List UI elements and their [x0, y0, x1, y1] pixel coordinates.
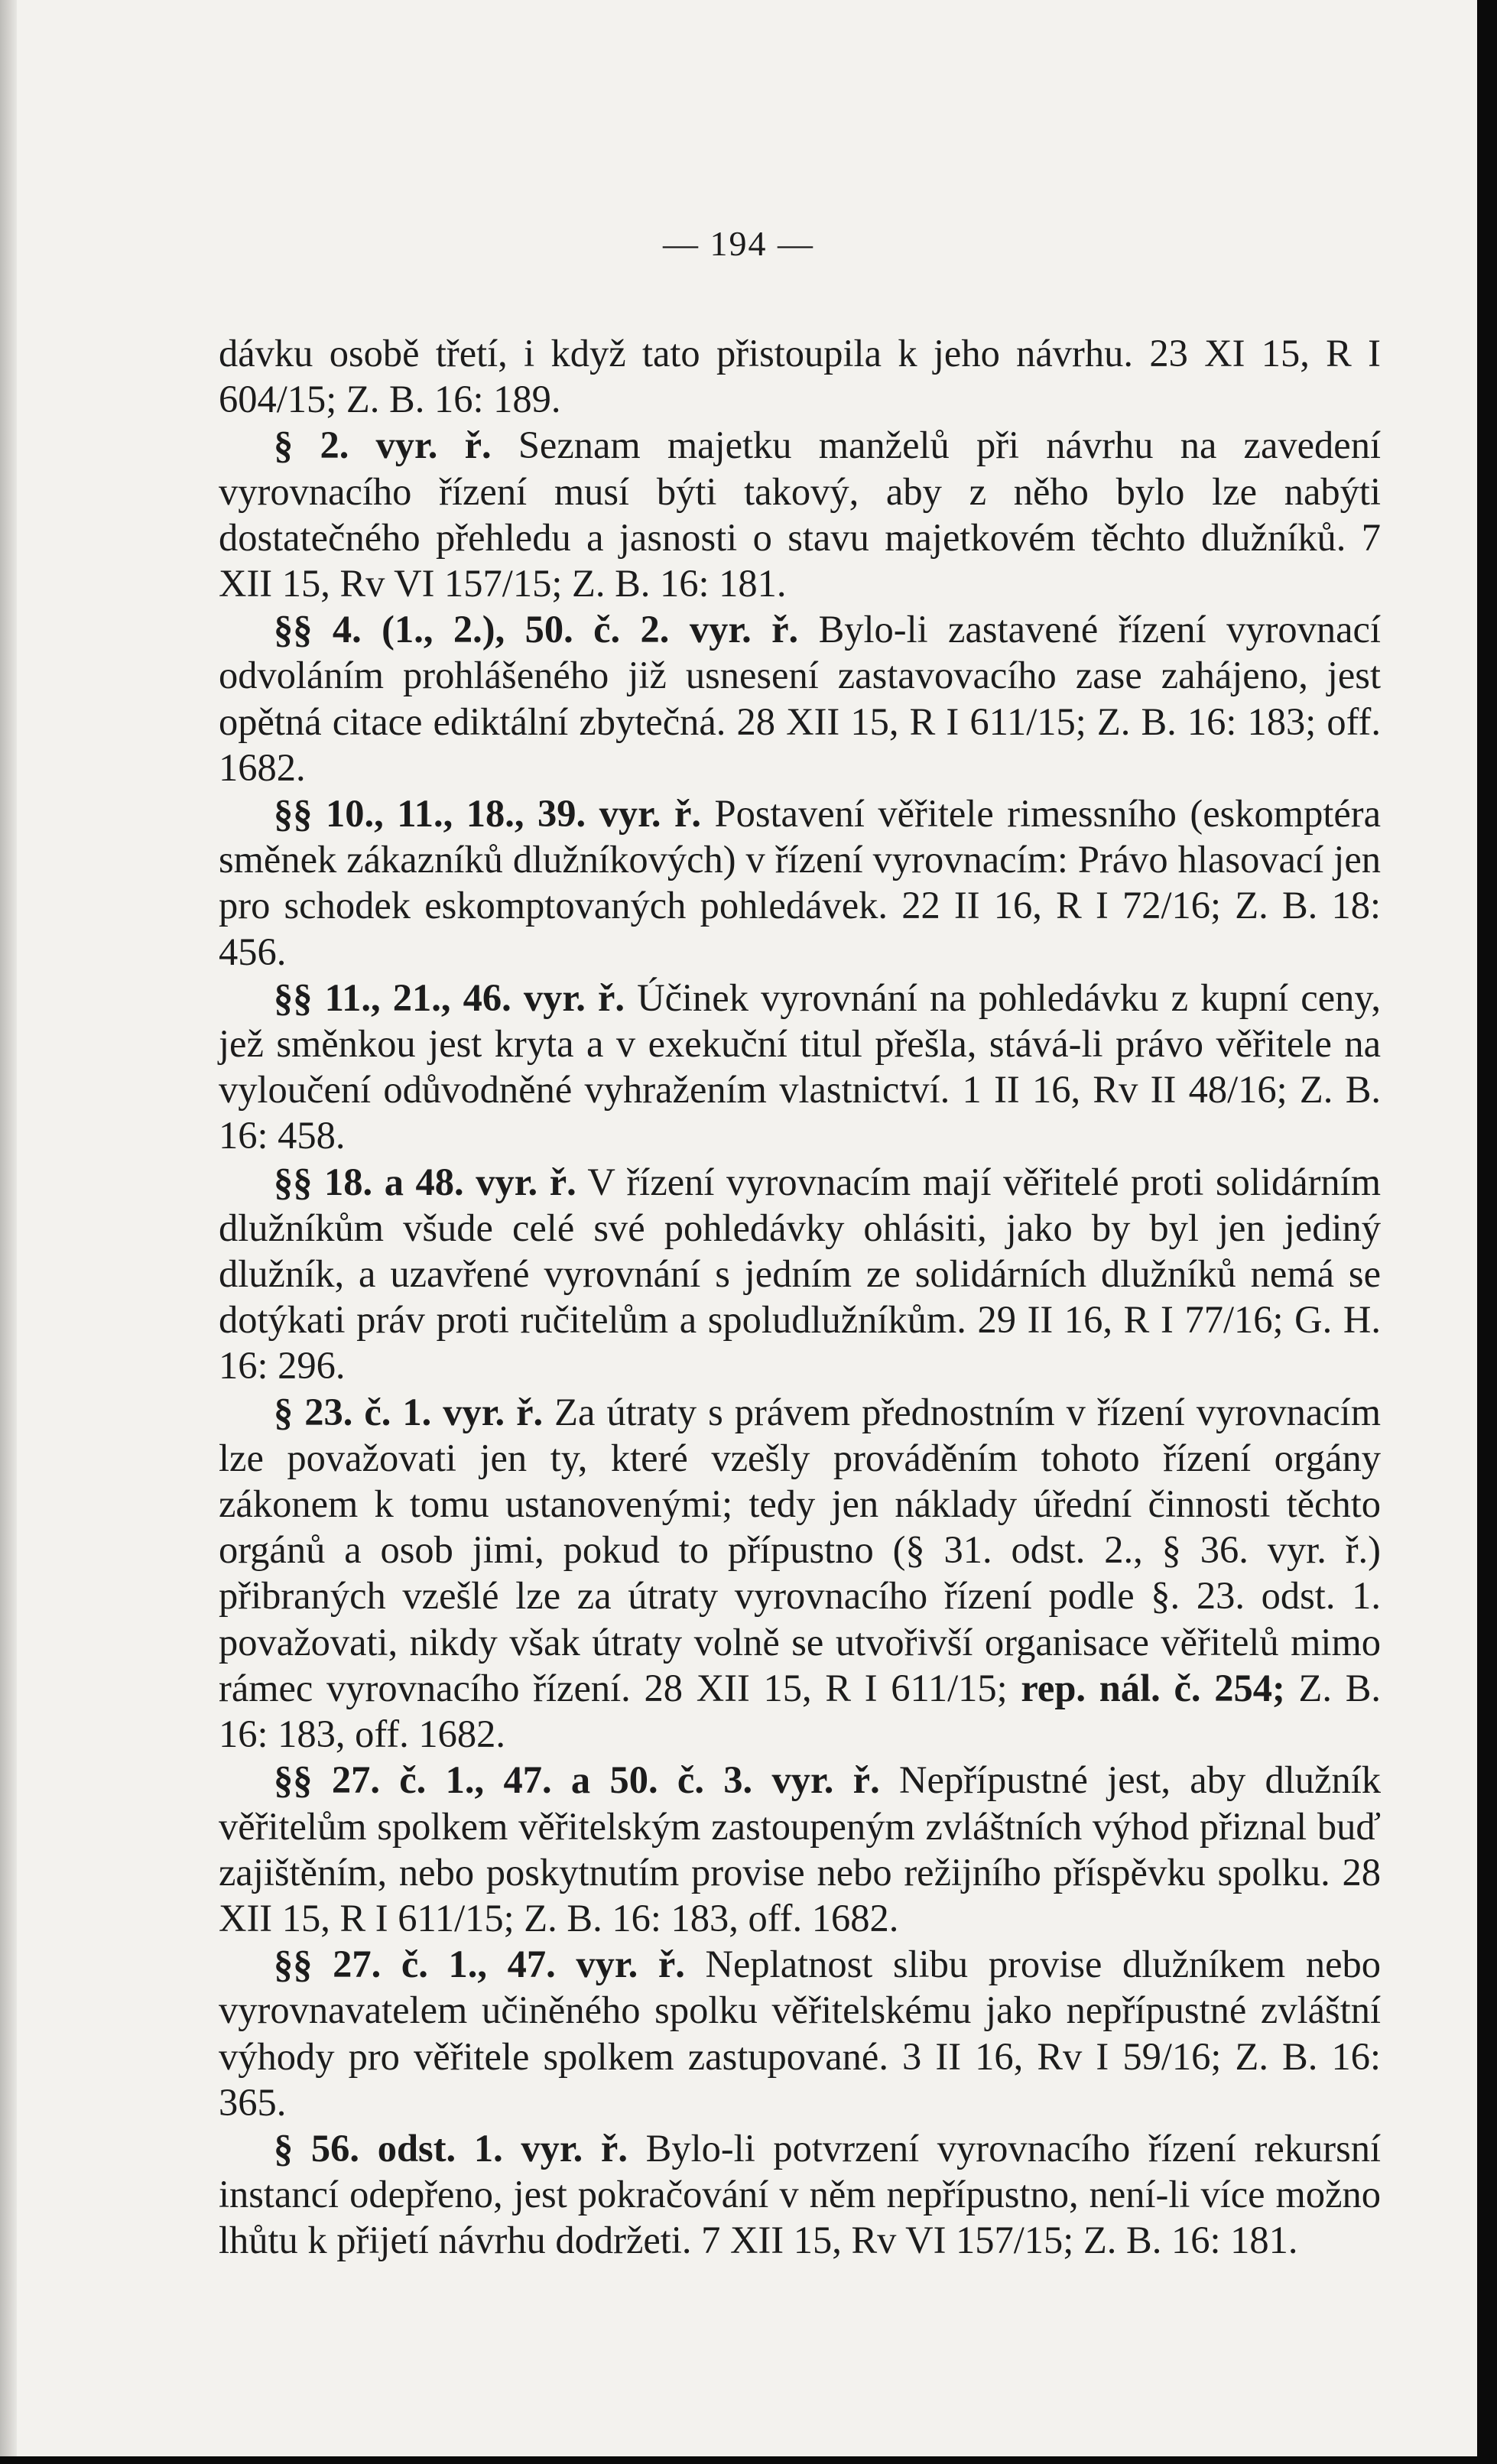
- paragraph-heading: §§ 11., 21., 46. vyr. ř.: [274, 976, 625, 1019]
- paragraph-heading: §§ 10., 11., 18., 39. vyr. ř.: [274, 792, 702, 836]
- paragraph-heading: § 56. odst. 1. vyr. ř.: [274, 2126, 628, 2170]
- paragraph: [219, 1159, 1381, 1389]
- paragraph: [219, 790, 1381, 975]
- paragraph: [219, 1757, 1381, 1941]
- paragraph-text: Bylo-li zastavené řízení vyrovnací odvoláním prohlášeného již usnesení zastavovacího zase zahájeno, jest opětná citace ediktální zbytečná. 28 XII 15, R I 611/15; Z. B. 16: 183; off. 1682.: [219, 608, 1381, 789]
- paragraph: [219, 422, 1381, 606]
- paragraph-text-tail: Z. B. 16: 183, off. 1682.: [219, 1666, 1382, 1756]
- paragraph: [219, 606, 1381, 790]
- paragraph-heading: §§ 27. č. 1., 47. vyr. ř.: [274, 1943, 685, 1986]
- paragraph: [219, 1941, 1381, 2125]
- page-spine-shadow: [0, 0, 17, 2456]
- paragraph-text: dávku osobě třetí, i když tato přistoupila k jeho návrhu. 23 XI 15, R I 604/15; Z. B. 16: 189.: [219, 332, 1381, 421]
- page-body: [219, 330, 1381, 2264]
- paragraph-text: Bylo-li potvrzení vyrovnacího řízení rekursní instancí odepřeno, jest pokračování v něm nepřípustno, není-li více možno lhůtu k přijetí návrhu dodržeti. 7 XII 15, Rv VI 157/15; Z. B. 16: 181.: [219, 2126, 1381, 2262]
- paragraph-text: Nepřípustné jest, aby dlužník věřitelům spolkem věřitelským zastoupeným zvláštních výhod přiznal buď zajištěním, nebo poskytnutím provise nebo režijního příspěvku spolku. 28 XII 15, R I 611/15; Z. B. 16: 183, off. 1682.: [219, 1758, 1381, 1940]
- paragraph-text: Neplatnost slibu provise dlužníkem nebo vyrovnavatelem učiněného spolku věřitelskému jako nepřípustné zvláštní výhody pro věřitele spolkem zastupované. 3 II 16, Rv I 59/16; Z. B. 16: 365.: [219, 1943, 1381, 2124]
- paragraph: [219, 975, 1381, 1159]
- page-number: — 194 —: [663, 224, 814, 263]
- paragraph-text: Seznam majetku manželů při návrhu na zavedení vyrovnacího řízení musí býti takový, aby z něho bylo lze nabýti dostatečného přehledu a jasnosti o stavu majetkovém těchto dlužníků. 7 XII 15, Rv VI 157/15; Z. B. 16: 181.: [219, 424, 1381, 605]
- paragraph-continuation: [219, 330, 1381, 422]
- paragraph-emphasis: rep. nál. č. 254;: [1021, 1666, 1285, 1709]
- paragraph-heading: §§ 4. (1., 2.), 50. č. 2. vyr. ř.: [274, 608, 799, 651]
- paragraph: [219, 1389, 1381, 1758]
- paragraph-heading: § 23. č. 1. vyr. ř.: [274, 1390, 544, 1433]
- paragraph-heading: §§ 27. č. 1., 47. a 50. č. 3. vyr. ř.: [274, 1758, 880, 1802]
- paragraph-text: Za útraty s právem přednostním v řízení vyrovnacím lze považovati jen ty, které vzešly prováděním tohoto řízení orgány zákonem k tomu ustanovenými; tedy jen náklady úřední činnosti těchto orgánů a osob jimi, pokud to přípustno (§ 31. odst. 2., § 36. vyr. ř.) přibraných vzešlé lze za útraty vyrovnacího řízení podle §. 23. odst. 1. považovati, nikdy však útraty volně se utvořivší organisace věřitelů mimo rámec vyrovnacího řízení. 28 XII 15, R I 611/15;: [219, 1390, 1381, 1709]
- paragraph-text: V řízení vyrovnacím mají věřitelé proti solidárním dlužníkům všude celé své pohledávky ohlásiti, jako by byl jen jediný dlužník, a uzavřené vyrovnání s jedním ze solidárních dlužníků nemá se dotýkati práv proti ručitelům a spoludlužníkům. 29 II 16, R I 77/16; G. H. 16: 296.: [219, 1160, 1381, 1388]
- paragraph-text: Účinek vyrovnání na pohledávku z kupní ceny, jež směnkou jest kryta a v exekuční titul přešla, stává-li právo věřitele na vyloučení odůvodněné vyhražením vlastnictví. 1 II 16, Rv II 48/16; Z. B. 16: 458.: [219, 976, 1381, 1157]
- paragraph: [219, 2125, 1381, 2264]
- paragraph-heading: § 2. vyr. ř.: [274, 424, 492, 467]
- paragraph-heading: §§ 18. a 48. vyr. ř.: [274, 1160, 576, 1203]
- paragraph-text: Postavení věřitele rimessního (eskomptéra směnek zákazníků dlužníkových) v řízení vyrovnacím: Právo hlasovací jen pro schodek eskomptovaných pohledávek. 22 II 16, R I 72/16; Z. B. 18: 456.: [219, 792, 1381, 973]
